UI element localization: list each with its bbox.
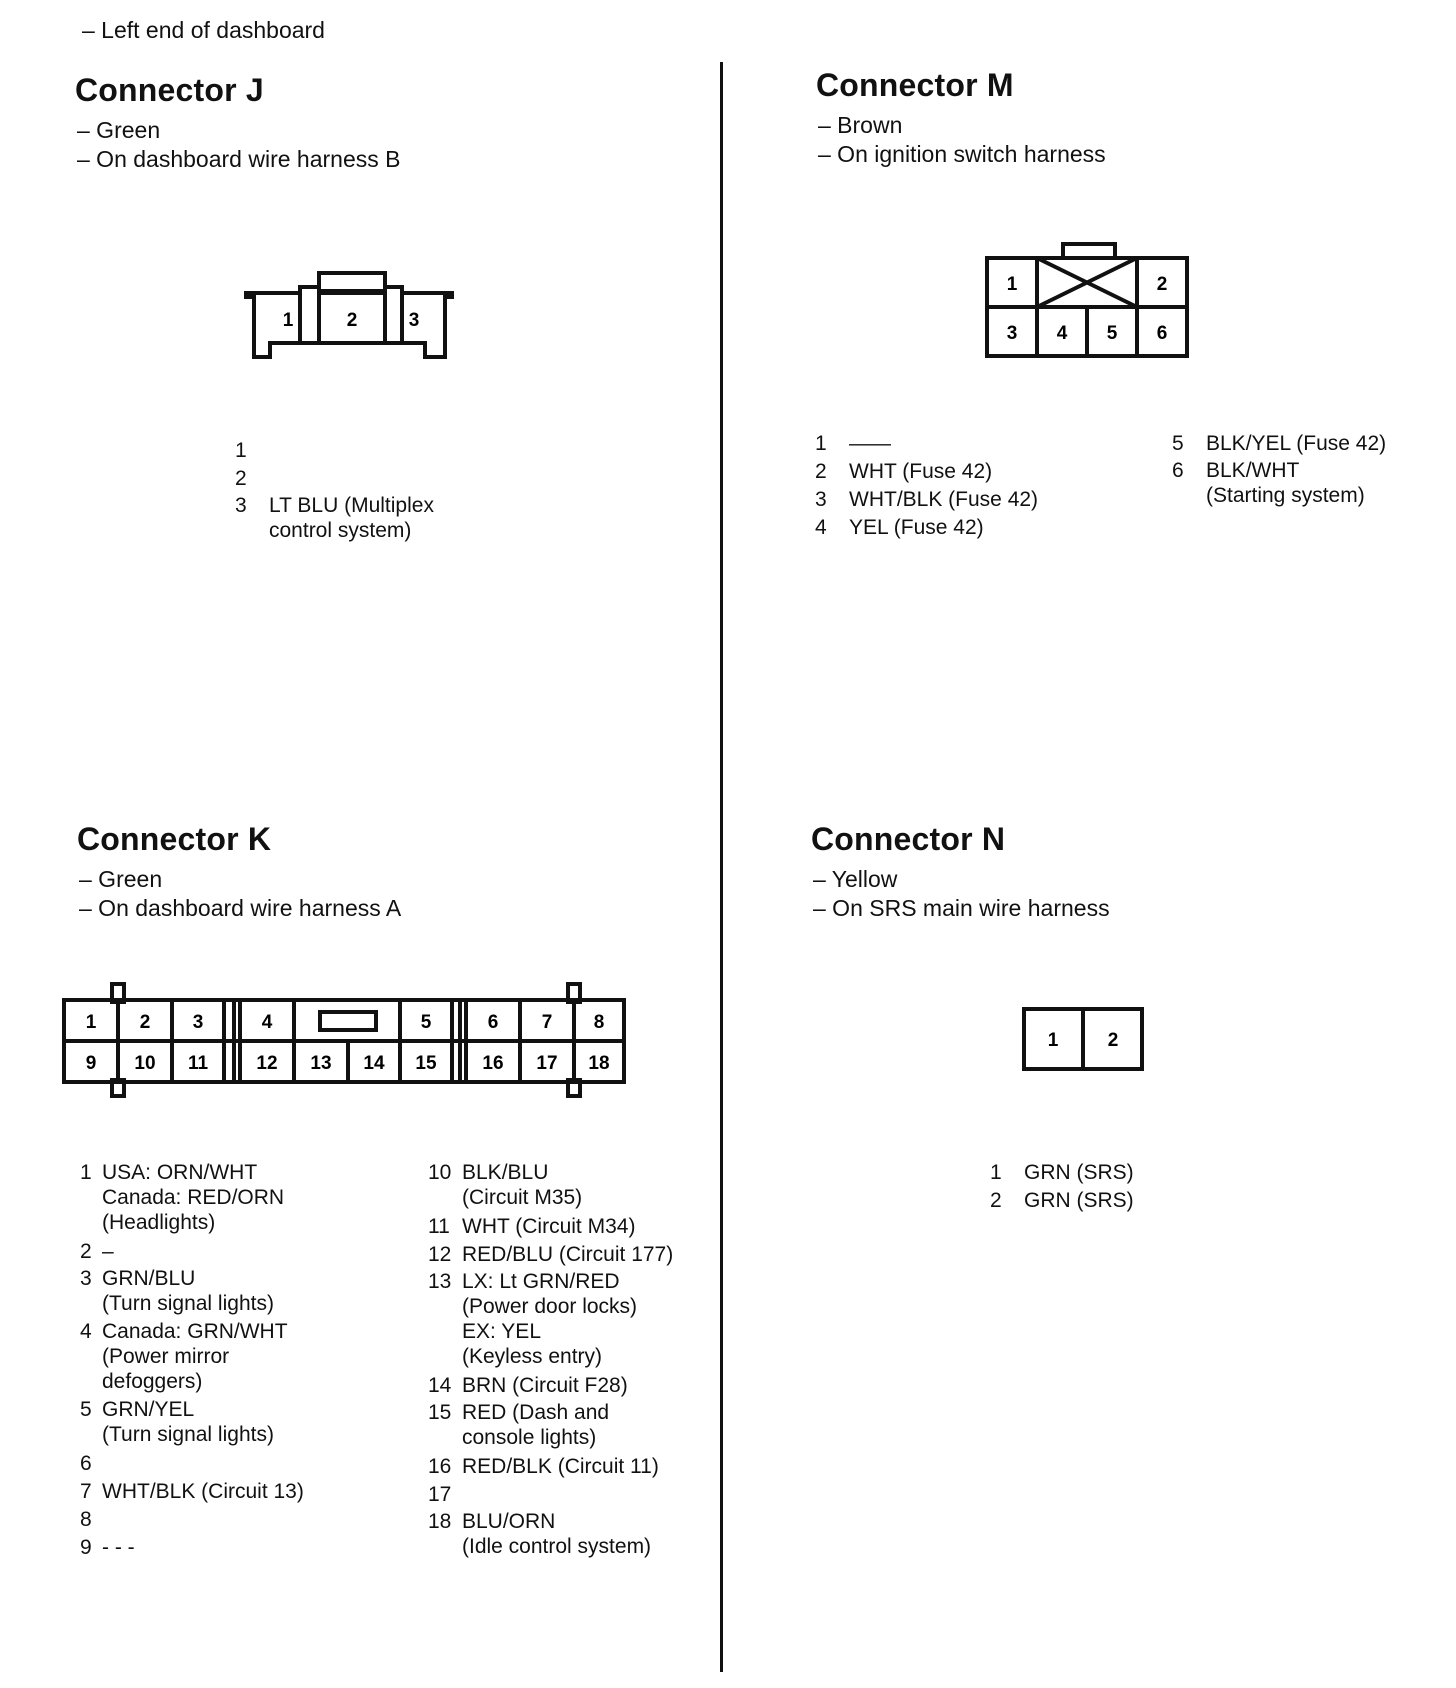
connector-k-pin-list-right (428, 1160, 673, 1559)
pin-number: 1 (235, 439, 247, 462)
pin-number: 4 (80, 1320, 92, 1343)
connector-k-cell-label: 6 (487, 1012, 499, 1033)
connector-k-cell-label: 12 (256, 1053, 278, 1074)
pin-number: 1 (990, 1161, 1002, 1184)
connector-m-pin-list-left (815, 430, 1038, 542)
pin-row (80, 1534, 304, 1562)
pin-description: WHT/BLK (Circuit 13) (102, 1480, 304, 1503)
connector-k-cell-label: 10 (134, 1053, 156, 1074)
pin-number: 4 (815, 516, 827, 539)
connector-j-pin-list (235, 437, 434, 543)
pin-number: 1 (80, 1161, 92, 1184)
connector-n-cell-label: 2 (1107, 1030, 1119, 1051)
pin-number: 2 (990, 1189, 1002, 1212)
pin-number: 2 (80, 1240, 92, 1263)
pin-description: BRN (Circuit F28) (462, 1374, 628, 1397)
connector-m-cell-label: 3 (1006, 323, 1018, 344)
connector-k-title: Connector K (77, 821, 272, 857)
connector-m-title: Connector M (816, 67, 1014, 103)
connector-m-cell-label: 1 (1006, 274, 1018, 295)
pin-row (80, 1450, 304, 1478)
connector-k-cell-label: 7 (541, 1012, 553, 1033)
connector-n-title: Connector N (811, 821, 1006, 857)
connector-k-cell-label: 15 (415, 1053, 437, 1074)
connector-m-cell-label: 2 (1156, 274, 1168, 295)
connector-k-cell-label: 18 (588, 1053, 610, 1074)
connector-n-location: – On SRS main wire harness (813, 895, 1110, 921)
pin-description: —— (849, 432, 891, 455)
pin-row (80, 1238, 304, 1266)
pin-row (815, 458, 1038, 486)
pin-row (80, 1506, 304, 1534)
pin-number: 12 (428, 1243, 452, 1266)
pin-description: LT BLU (Multiplex control system) (269, 494, 434, 542)
pin-row (428, 1481, 673, 1509)
pin-number: 3 (235, 494, 247, 517)
connector-k-location: – On dashboard wire harness A (79, 895, 402, 921)
connector-j-color: – Green (77, 117, 161, 143)
connector-k-color: – Green (79, 866, 163, 892)
connector-m-cell-label: 6 (1156, 323, 1168, 344)
pin-row (815, 486, 1038, 514)
connector-k-pin-list-left (80, 1160, 304, 1562)
connector-m-latch (1063, 244, 1115, 258)
pin-number: 14 (428, 1374, 452, 1397)
pin-description: - - - (102, 1536, 135, 1559)
connector-k-cell-label: 14 (363, 1053, 385, 1074)
connector-j-title: Connector J (75, 72, 264, 108)
connector-k-cell-label: 9 (85, 1053, 97, 1074)
connector-n-diagram (1020, 1005, 1150, 1075)
connector-m-cell-label: 5 (1106, 323, 1118, 344)
pin-number: 2 (815, 460, 827, 483)
pin-row (80, 1478, 304, 1506)
page-header-note: – Left end of dashboard (82, 17, 325, 43)
connector-m-location: – On ignition switch harness (818, 141, 1106, 167)
pin-row (1172, 430, 1386, 458)
connector-n-color: – Yellow (813, 866, 898, 892)
pin-number: 1 (815, 432, 827, 455)
pin-number: 3 (80, 1267, 92, 1290)
pin-row (235, 493, 434, 543)
pin-description: WHT (Fuse 42) (849, 460, 993, 483)
pin-description: GRN/BLU (Turn signal lights) (102, 1267, 274, 1315)
pin-row (990, 1159, 1134, 1187)
connector-k-cell-label: 3 (192, 1012, 204, 1033)
pin-number: 18 (428, 1510, 452, 1533)
pin-row (80, 1160, 304, 1235)
connector-j-diagram (240, 265, 460, 365)
connector-k-cell-label: 2 (139, 1012, 151, 1033)
pin-row (80, 1319, 304, 1394)
pin-row (428, 1241, 673, 1269)
pin-row (990, 1187, 1134, 1215)
connector-j-cell-label: 3 (408, 310, 420, 331)
connector-k-cell-label: 8 (593, 1012, 605, 1033)
section-divider (720, 62, 723, 1672)
pin-number: 16 (428, 1455, 452, 1478)
pin-description: LX: Lt GRN/RED (Power door locks) EX: YEL (Keyless entry) (462, 1270, 638, 1368)
pin-row (80, 1266, 304, 1316)
connector-k-cell-label: 17 (536, 1053, 558, 1074)
pin-description: GRN (SRS) (1024, 1161, 1134, 1184)
pin-number: 6 (80, 1452, 92, 1475)
connector-k-cell-label: 5 (420, 1012, 432, 1033)
pin-row (80, 1397, 304, 1447)
pin-number: 9 (80, 1536, 92, 1559)
pin-description: Canada: GRN/WHT (Power mirror defoggers) (102, 1320, 288, 1393)
pin-description: RED/BLU (Circuit 177) (462, 1243, 674, 1266)
connector-k-latch (320, 1012, 376, 1030)
pin-number: 8 (80, 1508, 92, 1531)
connector-n-cell-label: 1 (1047, 1030, 1059, 1051)
pin-description: – (102, 1240, 114, 1263)
pin-row (235, 437, 434, 465)
pin-description: RED/BLK (Circuit 11) (462, 1455, 659, 1478)
pin-row (815, 430, 1038, 458)
pin-description: YEL (Fuse 42) (849, 516, 984, 539)
pin-row (428, 1213, 673, 1241)
pin-row (1172, 458, 1386, 508)
pin-row (428, 1372, 673, 1400)
pin-row (428, 1453, 673, 1481)
pin-number: 5 (80, 1398, 92, 1421)
pin-number: 11 (428, 1215, 450, 1238)
connector-j-cell-label: 2 (346, 310, 358, 331)
pin-description: BLK/BLU (Circuit M35) (462, 1161, 583, 1209)
pin-number: 7 (80, 1480, 92, 1503)
pin-row (428, 1509, 673, 1559)
pin-number: 3 (815, 488, 827, 511)
pin-description: BLK/YEL (Fuse 42) (1206, 432, 1387, 455)
connector-k-cell-label: 13 (310, 1053, 332, 1074)
pin-description: WHT (Circuit M34) (462, 1215, 636, 1238)
pin-row (428, 1400, 673, 1450)
pin-row (235, 465, 434, 493)
connector-k-cell-label: 1 (85, 1012, 97, 1033)
pin-number: 6 (1172, 459, 1184, 482)
pin-number: 17 (428, 1483, 452, 1506)
pin-description: BLK/WHT (Starting system) (1206, 459, 1365, 507)
pin-number: 15 (428, 1401, 452, 1424)
pin-number: 5 (1172, 432, 1184, 455)
pin-description: WHT/BLK (Fuse 42) (849, 488, 1039, 511)
connector-k-cell-label: 4 (261, 1012, 273, 1033)
connector-m-cell-label: 4 (1056, 323, 1068, 344)
pin-number: 10 (428, 1161, 452, 1184)
connector-k-diagram (60, 980, 630, 1100)
connector-m-color: – Brown (818, 112, 903, 138)
pin-number: 13 (428, 1270, 452, 1293)
connector-j-cell-label: 1 (282, 310, 294, 331)
pin-description: BLU/ORN (Idle control system) (462, 1510, 652, 1558)
pin-description: GRN (SRS) (1024, 1189, 1134, 1212)
connector-k-cell-label: 11 (187, 1053, 209, 1074)
connector-n-pin-list (990, 1159, 1134, 1215)
pin-description: USA: ORN/WHT Canada: RED/ORN (Headlights) (102, 1161, 285, 1234)
pin-row (815, 514, 1038, 542)
pin-description: GRN/YEL (Turn signal lights) (102, 1398, 274, 1446)
connector-j-latch (319, 273, 385, 291)
connector-k-cell-label: 16 (482, 1053, 504, 1074)
pin-row (428, 1160, 673, 1210)
pin-number: 2 (235, 467, 247, 490)
connector-m-diagram (983, 240, 1193, 360)
connector-m-pin-list-right (1172, 430, 1386, 508)
pin-description: RED (Dash and console lights) (462, 1401, 610, 1449)
pin-row (428, 1269, 673, 1369)
connector-j-location: – On dashboard wire harness B (77, 146, 401, 172)
